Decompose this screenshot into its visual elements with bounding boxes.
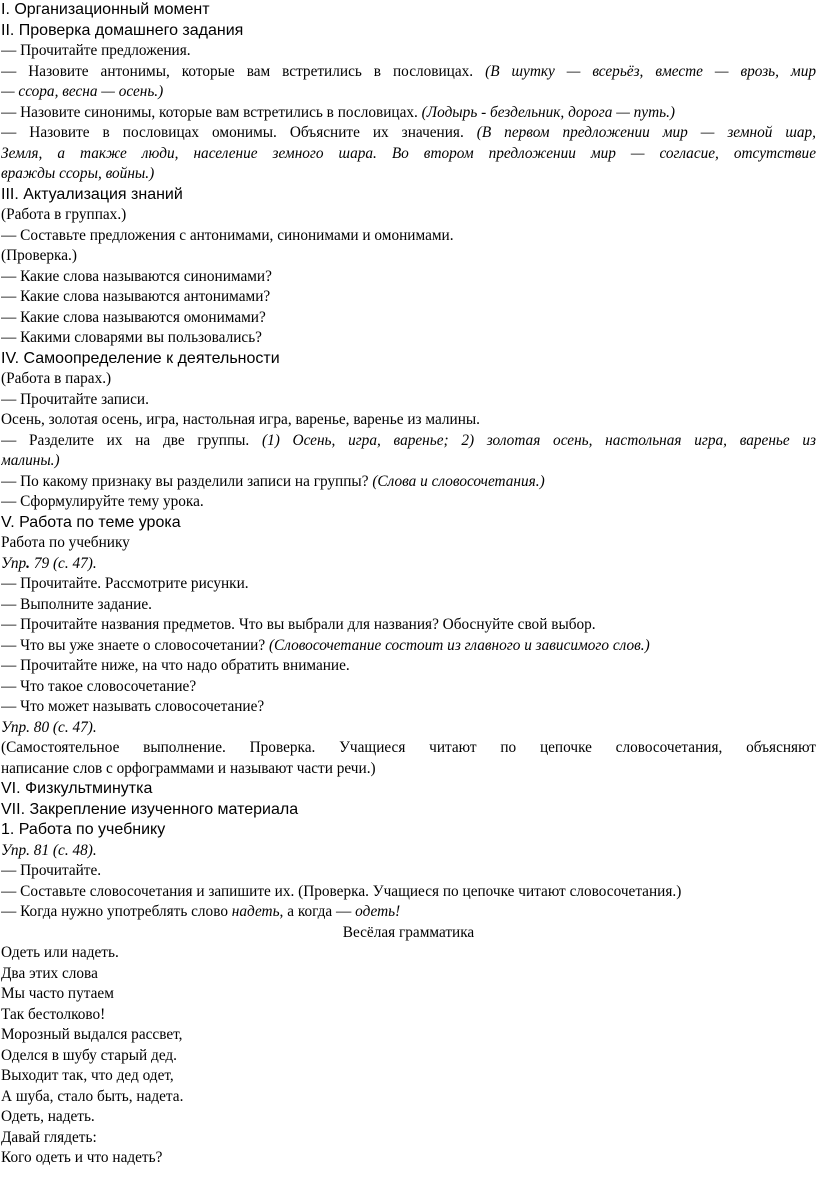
text-run: малины.): [1, 452, 60, 469]
text-run: (Лодырь - бездельник, дорога — путь.): [421, 103, 675, 121]
text-run: Работа по учебнику: [1, 534, 130, 551]
section-heading: [1, 513, 816, 534]
text-line: [1, 964, 816, 985]
text-run: — Прочитайте.: [1, 862, 102, 879]
text-run: — Какие слова называются омонимами?: [1, 308, 266, 326]
text-line: [1, 267, 816, 288]
text-line: [1, 390, 816, 411]
section-heading: [1, 820, 816, 841]
text-run: Оделся в шубу старый дед.: [1, 1046, 178, 1064]
text-line: [1, 1066, 816, 1087]
text-run: — Прочитайте. Рассмотрите рисунки.: [1, 575, 249, 592]
text-run: Морозный выдался рассвет,: [1, 1026, 183, 1043]
text-run: (Слова и словосочетания.): [372, 472, 545, 490]
text-line: [1, 1148, 816, 1169]
text-run: Упр. 81 (с. 48).: [1, 841, 97, 859]
text-run: Давай глядеть:: [1, 1128, 97, 1146]
text-line: [1, 472, 816, 493]
text-run: Выходит так, что дед одет,: [1, 1067, 174, 1084]
text-run: — Назовите в пословицах омонимы. Объясните их значения.: [1, 124, 477, 141]
text-run: V. Работа по теме урока: [1, 513, 181, 531]
text-run: (Работа в группах.): [1, 206, 127, 223]
text-line: [1, 718, 816, 739]
text-run: 79 (с. 47).: [30, 554, 97, 572]
text-run: Кого одеть и что надеть?: [1, 1149, 163, 1166]
text-run: Одеть или надеть.: [1, 944, 119, 961]
section-heading: [1, 0, 816, 21]
text-run: вражды ссоры, войны.): [1, 165, 155, 182]
text-line: [1, 656, 816, 677]
text-line: [1, 984, 816, 1005]
text-line: [1, 62, 816, 83]
text-line: [1, 144, 816, 165]
text-run: надеть,: [231, 903, 284, 920]
text-run: — Выполните задание.: [1, 595, 152, 613]
text-run: А шуба, стало быть, надета.: [1, 1087, 184, 1105]
text-run: Мы часто путаем: [1, 985, 114, 1002]
text-line: [1, 677, 816, 698]
text-line: [1, 574, 816, 595]
section-heading: [1, 349, 816, 370]
text-run: VI. Физкультминутка: [1, 780, 153, 797]
text-line: [1, 1107, 816, 1128]
text-run: III. Актуализация знаний: [1, 185, 183, 203]
text-run: .: [26, 554, 30, 572]
poem-title: [1, 923, 816, 944]
text-run: — Прочитайте предложения.: [1, 42, 191, 59]
text-line: [1, 636, 816, 657]
text-run: (Самостоятельное выполнение. Проверка. Учащиеся читают по цепочке словосочетания, объясняют: [1, 739, 816, 756]
text-run: — Прочитайте названия предметов. Что вы выбрали для названия? Обоснуйте свой выбор.: [1, 616, 596, 633]
text-run: — Какие слова называются антонимами?: [1, 288, 271, 305]
text-line: [1, 1005, 816, 1026]
text-run: а когда —: [283, 903, 356, 920]
text-run: — Сформулируйте тему урока.: [1, 493, 204, 510]
section-heading: [1, 800, 816, 821]
text-line: [1, 1025, 816, 1046]
text-run: Земля, а также люди, население земного шара. Во втором предложении мир — согласие, отсутствие: [1, 144, 816, 162]
text-line: [1, 615, 816, 636]
text-run: — Разделите их на две группы.: [1, 431, 262, 449]
text-run: VII. Закрепление изученного материала: [1, 800, 299, 818]
text-line: [1, 164, 816, 185]
text-line: [1, 308, 816, 329]
text-run: одеть!: [355, 903, 401, 920]
text-line: [1, 943, 816, 964]
text-run: Упр: [1, 554, 27, 572]
text-run: — ссора, весна — осень.): [1, 83, 164, 100]
text-line: [1, 882, 816, 903]
text-line: [1, 861, 816, 882]
text-run: — Прочитайте записи.: [1, 390, 149, 408]
text-run: Упр. 80 (с. 47).: [1, 718, 97, 736]
text-line: [1, 533, 816, 554]
text-line: [1, 697, 816, 718]
text-run: — Что такое словосочетание?: [1, 677, 197, 695]
text-run: — Назовите антонимы, которые вам встретились в пословицах.: [1, 62, 486, 80]
text-line: [1, 902, 816, 923]
text-line: [1, 226, 816, 247]
text-run: Одеть, надеть.: [1, 1108, 95, 1125]
text-run: II. Проверка домашнего задания: [1, 21, 244, 39]
text-line: [1, 205, 816, 226]
text-run: (Работа в парах.): [1, 370, 112, 387]
text-line: [1, 287, 816, 308]
text-run: — Что вы уже знаете о словосочетании?: [1, 636, 269, 654]
text-run: (Словосочетание состоит из главного и зависимого слов.): [268, 636, 650, 654]
text-line: [1, 41, 816, 62]
text-run: — Какие слова называются синонимами?: [1, 267, 272, 285]
text-line: [1, 82, 816, 103]
text-run: — Составьте предложения с антонимами, синонимами и омонимами.: [1, 226, 454, 244]
text-line: [1, 1087, 816, 1108]
text-run: — Прочитайте ниже, на что надо обратить внимание.: [1, 657, 350, 674]
text-run: — Какими словарями вы пользовались?: [1, 329, 262, 346]
text-line: [1, 328, 816, 349]
text-line: [1, 369, 816, 390]
text-line: [1, 595, 816, 616]
text-run: — Назовите синонимы, которые вам встретились в пословицах.: [1, 103, 422, 121]
section-heading: [1, 185, 816, 206]
text-line: [1, 554, 816, 575]
text-line: [1, 1128, 816, 1149]
text-line: [1, 123, 816, 144]
text-line: [1, 841, 816, 862]
section-heading: [1, 21, 816, 42]
text-run: Два этих слова: [1, 964, 98, 982]
text-run: (Проверка.): [1, 247, 77, 264]
text-line: [1, 246, 816, 267]
text-run: Весёлая грамматика: [342, 923, 475, 941]
text-line: [1, 410, 816, 431]
text-run: (1) Осень, игра, варенье; 2) золотая осень, настольная игра, варенье из: [261, 431, 816, 449]
text-run: — Что может называть словосочетание?: [1, 698, 265, 715]
text-run: 1. Работа по учебнику: [1, 821, 166, 838]
section-heading: [1, 779, 816, 800]
text-run: — По какому признаку вы разделили записи на группы?: [1, 472, 373, 490]
text-run: Так бестолково!: [1, 1005, 106, 1023]
text-run: Осень, золотая осень, игра, настольная игра, варенье, варенье из малины.: [1, 411, 480, 428]
text-run: (В первом предложении мир — земной шар,: [476, 124, 816, 141]
text-line: [1, 738, 816, 759]
text-line: [1, 103, 816, 124]
text-line: [1, 492, 816, 513]
text-line: [1, 1046, 816, 1067]
text-run: I. Организационный момент: [1, 1, 210, 18]
text-run: — Когда нужно употреблять слово: [1, 903, 232, 920]
text-run: (В шутку — всерьёз, вместе — врозь, мир: [485, 62, 816, 80]
text-line: [1, 759, 816, 780]
text-line: [1, 431, 816, 452]
text-run: написание слов с орфограммами и называют части речи.): [1, 759, 376, 777]
text-line: [1, 451, 816, 472]
text-run: — Составьте словосочетания и запишите их. (Проверка. Учащиеся по цепочке читают словосочетания.): [1, 882, 682, 900]
text-run: IV. Самоопределение к деятельности: [1, 349, 280, 367]
